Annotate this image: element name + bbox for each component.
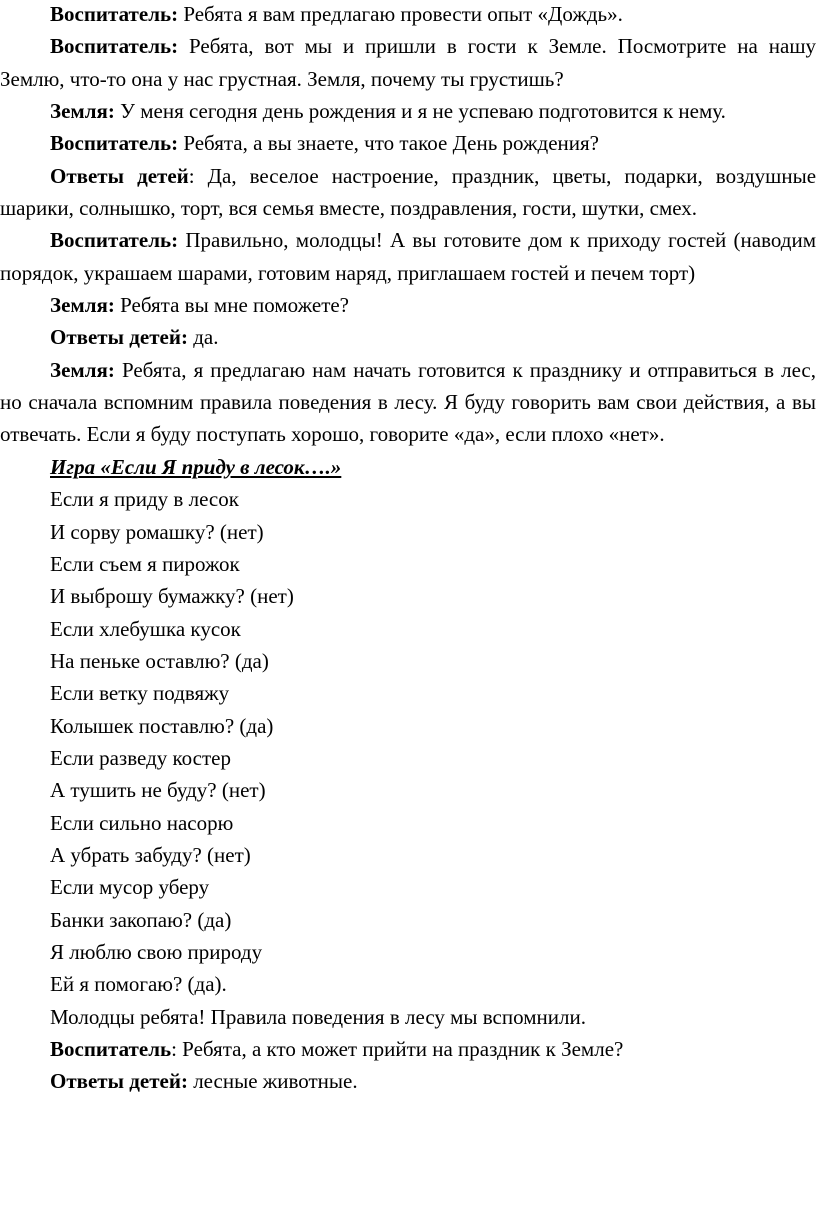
verse-line: И выброшу бумажку? (нет) — [50, 584, 294, 609]
paragraph-text: лесные животные. — [187, 1069, 358, 1094]
speaker-label: Земля: — [50, 293, 115, 318]
paragraph — [0, 160, 816, 225]
speaker-label: Земля: — [50, 99, 115, 124]
paragraph — [0, 95, 816, 127]
paragraph — [0, 1033, 816, 1065]
paragraph — [0, 321, 816, 353]
verse-line: Если я приду в лесок — [50, 487, 239, 512]
paragraph-text: Правильно, молодцы! А вы готовите дом к приходу гостей (наводим порядок, украшаем шарами, готовим наряд, приглашаем гостей и печем торт) — [0, 228, 816, 285]
paragraph-text: Ребята, вот мы и пришли в гости к Земле. Посмотрите на нашу Землю, что-то она у нас грустная. Земля, почему ты грустишь? — [0, 34, 816, 91]
verse-line: Если хлебушка кусок — [50, 616, 241, 641]
verse-line: А тушить не буду? (нет) — [50, 778, 266, 803]
verse-line: Если мусор уберу — [50, 875, 210, 900]
verse-line: Если разведу костер — [50, 745, 231, 770]
paragraph-text: : Да, веселое настроение, праздник, цветы, подарки, воздушные шарики, солнышко, торт, вся семья вместе, поздравления, гости, шутки, смех. — [0, 163, 816, 221]
paragraph — [0, 0, 816, 30]
verse-line: Колышек поставлю? (да) — [50, 713, 274, 738]
speaker-label: Ответы детей — [50, 163, 189, 188]
paragraph — [0, 224, 816, 289]
paragraph-text: Ребята я вам предлагаю провести опыт «Дождь». — [178, 2, 623, 26]
paragraph-text: У меня сегодня день рождения и я не успеваю подготовится к нему. — [114, 99, 726, 124]
paragraph — [0, 1065, 816, 1097]
verse-line: Я люблю свою природу — [50, 939, 263, 964]
verse-line: Если ветку подвяжу — [50, 681, 230, 706]
paragraph-text: да. — [187, 325, 219, 350]
speaker-label: Воспитатель: — [50, 34, 179, 59]
verse-line: А убрать забуду? (нет) — [50, 842, 251, 867]
paragraph-text: Ребята, я предлагаю нам начать готовится к празднику и отправиться в лес, но сначала вспомним правила поведения в лесу. Я буду говорить вам свои действия, а вы отвечать. Если я буду поступать хорошо, говорите «да», если плохо «нет». — [0, 357, 816, 447]
paragraph — [0, 354, 816, 451]
verse-line: Молодцы ребята! Правила поведения в лесу мы вспомнили. — [50, 1004, 586, 1029]
verse-block — [0, 483, 816, 1033]
speaker-label: Ответы детей: — [50, 1069, 188, 1094]
verse-line: На пеньке оставлю? (да) — [50, 648, 269, 673]
game-title: Игра «Если Я приду в лесок….» — [50, 454, 342, 479]
verse-line: И сорву ромашку? (нет) — [50, 519, 264, 544]
verse-line: Банки закопаю? (да) — [50, 907, 232, 932]
paragraph-text: Ребята, а вы знаете, что такое День рождения? — [178, 131, 599, 156]
speaker-label: Воспитатель: — [50, 2, 179, 26]
verse-line: Если съем я пирожок — [50, 551, 240, 576]
speaker-label: Ответы детей: — [50, 325, 188, 350]
speaker-label: Воспитатель — [50, 1037, 172, 1061]
speaker-label: Воспитатель: — [50, 228, 179, 253]
verse-line: Ей я помогаю? (да). — [50, 972, 227, 997]
paragraph-text: Ребята вы мне поможете? — [114, 293, 350, 318]
paragraph-text: : Ребята, а кто может прийти на праздник к Земле? — [171, 1037, 624, 1061]
verse-line: Если сильно насорю — [50, 810, 234, 835]
speaker-label: Воспитатель: — [50, 131, 179, 156]
paragraph — [0, 289, 816, 321]
paragraph — [0, 30, 816, 95]
speaker-label: Земля: — [50, 357, 115, 382]
paragraph — [0, 127, 816, 159]
